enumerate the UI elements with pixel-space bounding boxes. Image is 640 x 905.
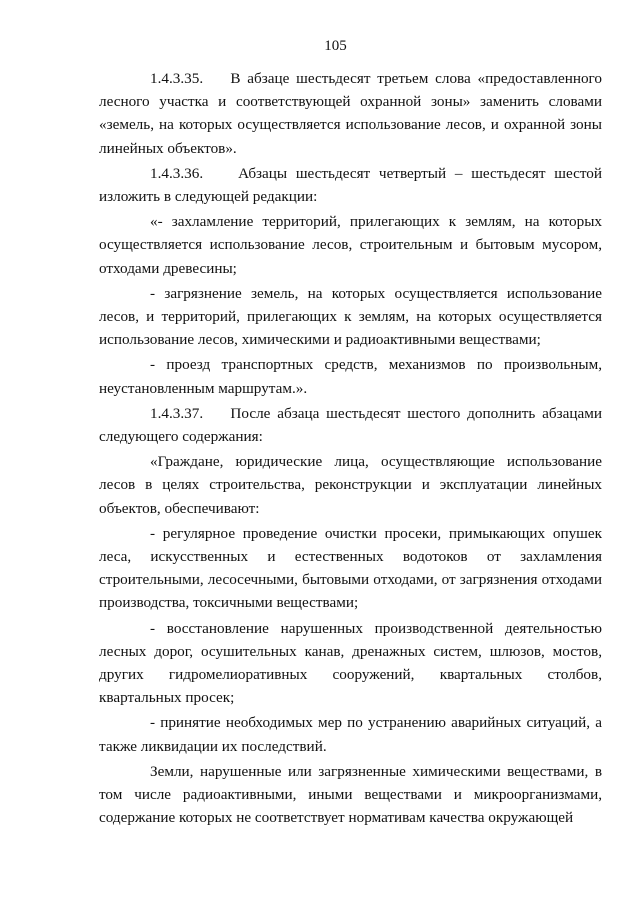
paragraph-emergency: - принятие необходимых мер по устранению аварийных ситуаций, а также ликвидации их последствий. xyxy=(99,714,602,755)
paragraph-restoration: - восстановление нарушенных производственной деятельностью лесных дорог, осушительных канав, дренажных систем, шлюзов, мостов, других гидромелиоративных сооружений, квартальных столбов, квартальных просек; xyxy=(99,619,602,707)
paragraph-1-4-3-37: 1.4.3.37. После абзаца шестьдесят шестого дополнить абзацами следующего содержания: xyxy=(99,404,602,446)
paragraph-pollution: - загрязнение земель, на которых осуществляется использование лесов, и территорий, прилегающих к землям, на которых осуществляется использование лесов, химическими и радиоактивными веществами; xyxy=(99,284,602,349)
paragraph-1-4-3-35: 1.4.3.35. В абзаце шестьдесят третьем слова «предоставленного лесного участка и соответствующей охранной зоны» заменить словами «земель, на которых осуществляется использование лесов, и охранной зоны линейных объектов». xyxy=(99,70,602,157)
paragraph-vehicle-passage: - проезд транспортных средств, механизмов по произвольным, неустановленным маршрутам.». xyxy=(99,356,602,397)
paragraph-clearing: - регулярное проведение очистки просеки, примыкающих опушек леса, искусственных и естественных водотоков от захламления строительными, лесосечными, бытовыми отходами, от загрязнения отходами производства, токсичными веществами; xyxy=(99,524,602,612)
paragraph-littering: «- захламление территорий, прилегающих к землям, на которых осуществляется использование лесов, строительным и бытовым мусором, отходами древесины; xyxy=(99,213,602,277)
paragraph-polluted-lands: Земли, нарушенные или загрязненные химическими веществами, в том числе радиоактивными, иными веществами и микроорганизмами, содержание которых не соответствует нормативам качества окружающей xyxy=(99,762,602,827)
page-number: 105 xyxy=(324,38,347,54)
paragraph-citizens-obligations: «Граждане, юридические лица, осуществляющие использование лесов в целях строительства, реконструкции и эксплуатации линейных объектов, обеспечивают: xyxy=(99,453,602,517)
paragraph-1-4-3-36: 1.4.3.36. Абзацы шестьдесят четвертый – шестьдесят шестой изложить в следующей редакции: xyxy=(99,164,602,206)
